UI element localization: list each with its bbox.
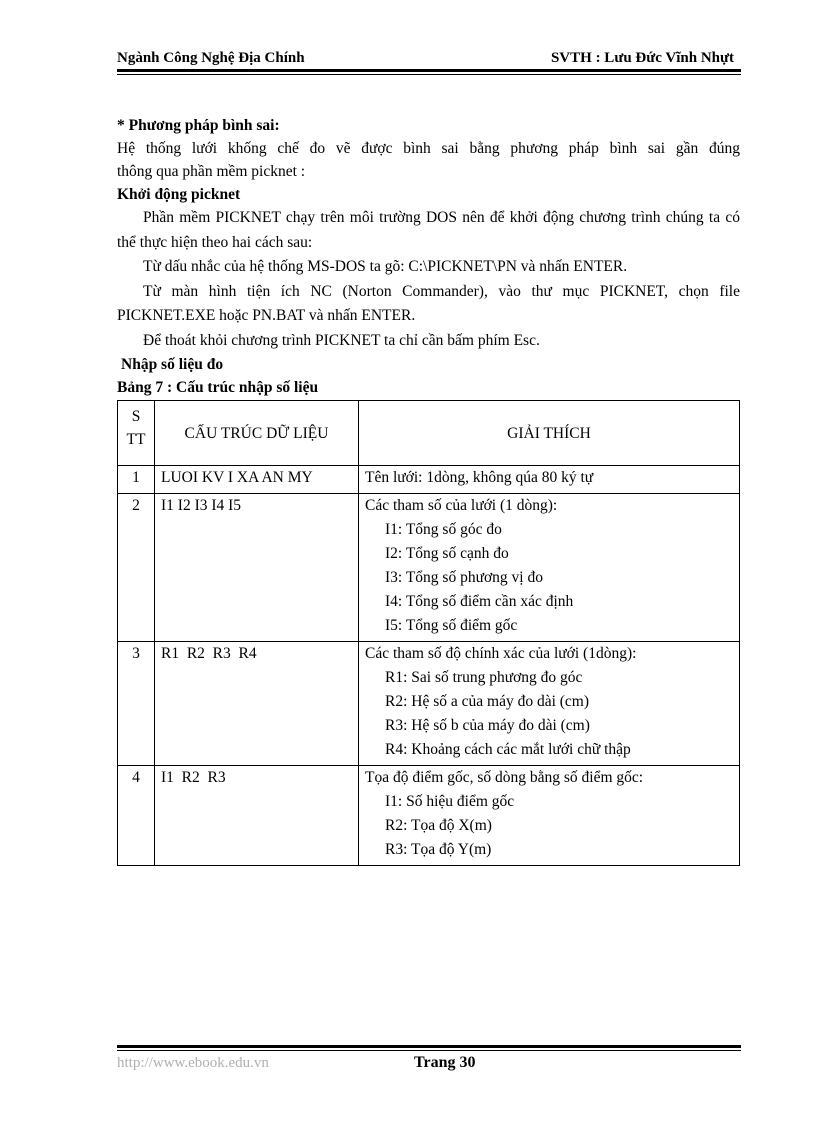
- table-row: [118, 494, 740, 642]
- explanation-item: R1: Sai số trung phương đo góc: [385, 669, 583, 686]
- explanation-item: I5: Tổng số điểm gốc: [385, 617, 518, 634]
- explanation-item: R3: Tọa độ Y(m): [385, 841, 492, 858]
- intro-line-1: Hệ thống lưới khống chế đo vẽ được bình sai bằng phương pháp bình sai gần đúng: [117, 140, 740, 157]
- footer-rule-thin: [117, 1050, 741, 1051]
- paragraph-startup: Phần mềm PICKNET chạy trên môi trường DOS nên để khởi động chương trình chúng ta có thể thực hiện theo hai cách sau:: [117, 209, 740, 251]
- explanation-item: I2: Tổng số cạnh đo: [385, 545, 509, 562]
- table-row: [118, 466, 740, 494]
- data-structure-table: [117, 400, 740, 866]
- explanation-item: I1: Tổng số góc đo: [385, 521, 502, 538]
- row-structure: I1 R2 R3: [155, 766, 359, 866]
- header-stt-line2: TT: [126, 431, 146, 448]
- explanation-item: I4: Tổng số điểm cần xác định: [385, 593, 574, 610]
- row-explanation: [359, 494, 740, 642]
- header-student: SVTH : Lưu Đức Vĩnh Nhựt: [550, 50, 734, 66]
- row-stt: 4: [118, 766, 155, 866]
- row-explanation: [359, 766, 740, 866]
- row-stt: 3: [118, 642, 155, 766]
- explanation-item: R2: Hệ số a của máy đo dài (cm): [385, 693, 590, 710]
- explanation-item: R4: Khoảng cách các mắt lưới chữ thập: [385, 741, 631, 758]
- table-header-row: [118, 401, 740, 466]
- header-rule-thick: [117, 69, 741, 72]
- row-explanation: [359, 466, 740, 494]
- explanation-title: Các tham số của lưới (1 dòng):: [365, 497, 558, 514]
- explanation-item: R2: Tọa độ X(m): [385, 817, 492, 834]
- explanation-title: Các tham số độ chính xác của lưới (1dòng):: [365, 645, 637, 662]
- table-body: [118, 466, 740, 866]
- paragraph-exit: Để thoát khỏi chương trình PICKNET ta chỉ cần bấm phím Esc.: [143, 331, 540, 349]
- document-body: [117, 114, 740, 866]
- table-row: [118, 642, 740, 766]
- startup-heading: Khởi động picknet: [117, 186, 241, 203]
- row-explanation: [359, 642, 740, 766]
- footer-rule-thick: [117, 1045, 741, 1048]
- input-heading: Nhập số liệu đo: [121, 356, 224, 373]
- row-structure: I1 I2 I3 I4 I5: [155, 494, 359, 642]
- table-row: [118, 766, 740, 866]
- header-stt: [118, 401, 155, 466]
- paragraph-msdos: Từ dấu nhắc của hệ thống MS-DOS ta gõ: C:\PICKNET\PN và nhấn ENTER.: [143, 258, 628, 275]
- table-title: Bảng 7 : Cấu trúc nhập số liệu: [117, 379, 319, 396]
- row-stt: 2: [118, 494, 155, 642]
- header-rule-thin: [117, 74, 741, 75]
- header-explanation: GIẢI THÍCH: [359, 401, 740, 466]
- row-structure: R1 R2 R3 R4: [155, 642, 359, 766]
- explanation-item: I1: Số hiệu điểm gốc: [385, 793, 515, 810]
- header-structure: CẤU TRÚC DỮ LIỆU: [155, 401, 359, 466]
- intro-line-2: thông qua phần mềm picknet :: [117, 163, 306, 180]
- paragraph-norton: Từ màn hình tiện ích NC (Norton Commander), vào thư mục PICKNET, chọn file PICKNET.EXE hoặc PN.BAT và nhấn ENTER.: [117, 282, 740, 324]
- row-structure: LUOI KV I XA AN MY: [155, 466, 359, 494]
- explanation-item: R3: Hệ số b của máy đo dài (cm): [385, 717, 590, 734]
- footer-url: http://www.ebook.edu.vn: [117, 1055, 269, 1071]
- explanation-title: Tên lưới: 1dòng, không qúa 80 ký tự: [365, 469, 594, 486]
- footer-page-number: Trang 30: [414, 1054, 476, 1071]
- section-title: * Phương pháp bình sai:: [117, 117, 280, 134]
- row-stt: 1: [118, 466, 155, 494]
- explanation-item: I3: Tổng số phương vị đo: [385, 569, 543, 586]
- header-department: Ngành Công Nghệ Địa Chính: [117, 50, 305, 66]
- explanation-title: Tọa độ điểm gốc, số dòng bằng số điểm gốc:: [365, 769, 644, 786]
- header-stt-line1: S: [131, 408, 141, 425]
